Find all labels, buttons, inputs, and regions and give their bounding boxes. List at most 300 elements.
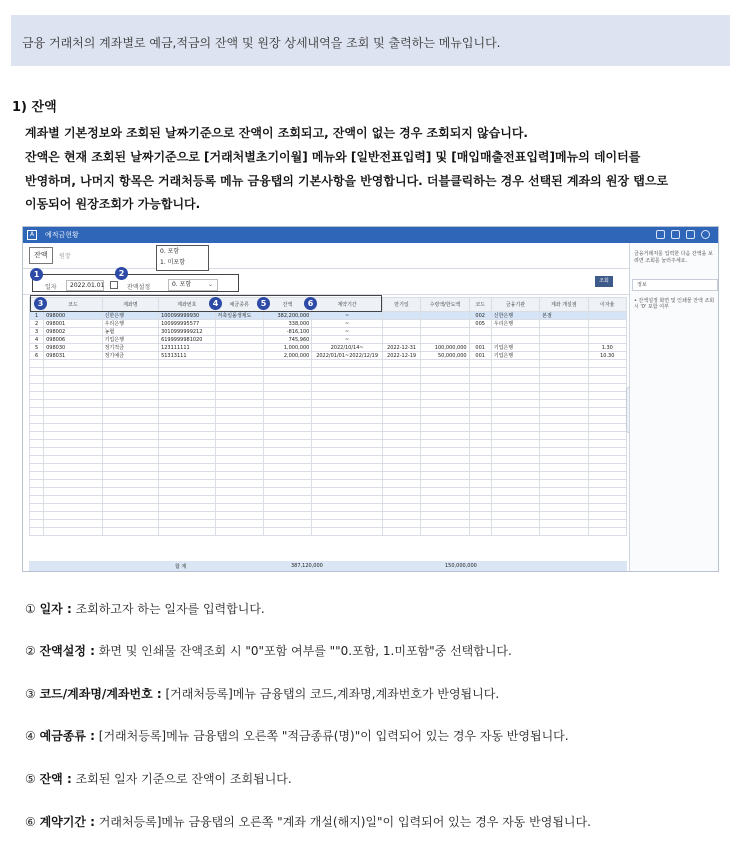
table-cell xyxy=(382,448,420,456)
table-cell: 002 xyxy=(469,312,491,320)
table-cell xyxy=(469,376,491,384)
table-cell xyxy=(421,360,469,368)
table-cell xyxy=(263,512,311,520)
table-cell xyxy=(469,448,491,456)
table-cell xyxy=(540,368,588,376)
table-cell xyxy=(102,432,158,440)
table-cell xyxy=(312,416,383,424)
empty-row xyxy=(30,520,627,528)
table-cell xyxy=(382,360,420,368)
table-cell xyxy=(159,512,215,520)
table-cell xyxy=(382,520,420,528)
table-cell xyxy=(469,456,491,464)
callout-5: 5 xyxy=(257,297,270,310)
delete-icon[interactable] xyxy=(671,230,680,239)
table-cell xyxy=(215,456,263,464)
table-cell xyxy=(159,392,215,400)
intro-banner xyxy=(11,15,730,66)
table-cell xyxy=(491,328,539,336)
table-cell xyxy=(30,464,44,472)
table-cell xyxy=(540,376,588,384)
side-text: • 잔액설정 화면 및 인쇄물 잔액 조회 시 '0' 포함 여부 xyxy=(634,298,715,310)
table-cell xyxy=(382,368,420,376)
table-cell xyxy=(102,416,158,424)
table-cell xyxy=(30,480,44,488)
table-cell xyxy=(30,376,44,384)
table-cell xyxy=(421,392,469,400)
table-cell xyxy=(263,456,311,464)
table-cell xyxy=(382,432,420,440)
table-cell xyxy=(382,528,420,536)
table-cell: 123111111 xyxy=(159,344,215,352)
close-icon[interactable] xyxy=(701,230,710,239)
print-icon[interactable] xyxy=(656,230,665,239)
table-cell xyxy=(102,392,158,400)
table-cell xyxy=(102,440,158,448)
table-cell xyxy=(263,376,311,384)
table-cell xyxy=(382,392,420,400)
table-cell xyxy=(491,504,539,512)
table-cell xyxy=(469,504,491,512)
table-cell xyxy=(540,336,588,344)
table-cell xyxy=(588,336,626,344)
table-cell xyxy=(469,520,491,528)
table-cell xyxy=(215,360,263,368)
table-row[interactable] xyxy=(30,352,627,360)
table-cell: 2022-12-31 xyxy=(382,344,420,352)
table-cell xyxy=(421,480,469,488)
table-cell xyxy=(312,440,383,448)
table-cell xyxy=(159,384,215,392)
table-cell xyxy=(263,392,311,400)
table-cell xyxy=(469,480,491,488)
table-cell xyxy=(382,400,420,408)
table-cell xyxy=(44,384,102,392)
table-cell xyxy=(588,520,626,528)
table-cell xyxy=(44,368,102,376)
table-cell: 1,000,000 xyxy=(263,344,311,352)
column-header[interactable]: 예금종류 xyxy=(215,298,263,312)
paragraph-line: 잔액은 현재 조회된 날짜기준으로 [거래처별초기이월] 메뉴와 [일반전표입력] 및 [매입매출전표입력]메뉴의 데이터를 xyxy=(25,150,641,164)
table-cell xyxy=(263,368,311,376)
date-input[interactable]: 2022.01.01 xyxy=(66,280,104,291)
table-cell xyxy=(159,376,215,384)
list-item: ⑥ 계약기간 : 거래처등록]메뉴 금융탭의 오른쪽 "계좌 개설(해지)일"이 입력되어 있는 경우 자동 반영됩니다. xyxy=(25,815,591,829)
row-index: 2 xyxy=(30,320,44,328)
paragraph-line: 이동되어 원장조회가 가능합니다. xyxy=(25,197,201,211)
column-header[interactable]: 잔액 xyxy=(263,298,311,312)
table-cell xyxy=(215,520,263,528)
table-cell xyxy=(215,528,263,536)
table-cell xyxy=(421,440,469,448)
table-cell xyxy=(491,432,539,440)
table-cell xyxy=(491,336,539,344)
table-cell xyxy=(30,512,44,520)
list-item: ③ 코드/계좌명/계좌번호 : [거래처등록]메뉴 금융탭의 코드,계좌명,계좌번호가 반영됩니다. xyxy=(25,687,500,701)
row-index: 3 xyxy=(30,328,44,336)
table-cell xyxy=(588,312,626,320)
table-cell xyxy=(44,512,102,520)
table-row[interactable] xyxy=(30,344,627,352)
table-cell xyxy=(312,392,383,400)
table-cell xyxy=(102,472,158,480)
table-cell xyxy=(44,392,102,400)
table-cell: 098031 xyxy=(44,352,102,360)
table-cell: 우리은행 xyxy=(102,320,158,328)
table-cell xyxy=(540,528,588,536)
table-cell xyxy=(491,360,539,368)
side-info-header[interactable]: 정보 xyxy=(632,279,718,291)
table-cell: ~ xyxy=(312,320,383,328)
table-cell xyxy=(159,368,215,376)
table-cell xyxy=(421,464,469,472)
table-cell xyxy=(421,488,469,496)
table-cell xyxy=(30,384,44,392)
table-cell xyxy=(540,480,588,488)
table-row[interactable] xyxy=(30,336,627,344)
empty-row xyxy=(30,360,627,368)
table-cell xyxy=(382,504,420,512)
table-row[interactable] xyxy=(30,320,627,328)
table-cell xyxy=(30,520,44,528)
balance-option-dropdown[interactable] xyxy=(156,245,209,271)
table-cell xyxy=(469,528,491,536)
table-cell: 정기예금 xyxy=(102,352,158,360)
table-cell xyxy=(588,320,626,328)
table-cell xyxy=(30,416,44,424)
empty-row xyxy=(30,512,627,520)
table-cell: 50,000,000 xyxy=(421,352,469,360)
table-cell xyxy=(588,456,626,464)
table-cell: 기업은행 xyxy=(102,336,158,344)
table-cell xyxy=(44,416,102,424)
table-cell xyxy=(491,424,539,432)
table-cell xyxy=(382,376,420,384)
list-item: ② 잔액설정 : 화면 및 인쇄물 잔액조회 시 "0"포함 여부를 ""0.포함, 1.미포함"중 선택합니다. xyxy=(25,644,512,658)
table-cell xyxy=(588,424,626,432)
empty-row xyxy=(30,480,627,488)
table-cell xyxy=(540,464,588,472)
table-cell xyxy=(312,528,383,536)
table-cell xyxy=(421,368,469,376)
column-header[interactable]: 계좌명 xyxy=(102,298,158,312)
total-balance: 387,120,000 xyxy=(291,563,323,569)
tab-ledger[interactable]: 원장 xyxy=(59,253,71,260)
table-cell xyxy=(215,320,263,328)
table-cell xyxy=(588,448,626,456)
table-cell xyxy=(30,528,44,536)
table-cell xyxy=(312,464,383,472)
table-cell xyxy=(469,384,491,392)
column-header[interactable]: 금융기관 xyxy=(491,298,539,312)
table-cell xyxy=(44,400,102,408)
empty-row xyxy=(30,432,627,440)
export-icon[interactable] xyxy=(686,230,695,239)
table-cell: 005 xyxy=(469,320,491,328)
column-header[interactable]: 계좌번호 xyxy=(159,298,215,312)
table-cell xyxy=(215,328,263,336)
table-cell xyxy=(312,520,383,528)
table-cell xyxy=(263,408,311,416)
table-cell xyxy=(491,520,539,528)
table-cell xyxy=(263,384,311,392)
table-cell xyxy=(44,408,102,416)
table-cell: 001 xyxy=(469,344,491,352)
table-cell xyxy=(588,368,626,376)
table-cell xyxy=(159,400,215,408)
table-cell xyxy=(469,368,491,376)
table-cell xyxy=(312,408,383,416)
table-cell xyxy=(491,512,539,520)
table-cell xyxy=(382,512,420,520)
table-cell xyxy=(312,488,383,496)
table-cell xyxy=(469,488,491,496)
table-cell xyxy=(312,424,383,432)
table-cell: 098002 xyxy=(44,328,102,336)
table-cell xyxy=(469,416,491,424)
table-cell: 2,000,000 xyxy=(263,352,311,360)
table-cell xyxy=(312,496,383,504)
table-cell xyxy=(102,504,158,512)
table-cell xyxy=(491,368,539,376)
total-amount: 150,000,000 xyxy=(445,563,477,569)
table-cell xyxy=(215,432,263,440)
table-cell xyxy=(491,416,539,424)
table-cell xyxy=(421,504,469,512)
total-label: 합 계 xyxy=(175,564,187,570)
table-cell xyxy=(540,424,588,432)
table-cell xyxy=(312,368,383,376)
table-cell: 신한은행 xyxy=(102,312,158,320)
table-cell xyxy=(588,328,626,336)
table-cell xyxy=(102,520,158,528)
table-cell xyxy=(469,328,491,336)
table-cell xyxy=(588,416,626,424)
table-cell xyxy=(159,432,215,440)
table-cell xyxy=(215,504,263,512)
column-header[interactable]: 코드 xyxy=(469,298,491,312)
table-cell xyxy=(263,528,311,536)
table-row[interactable] xyxy=(30,312,627,320)
table-cell xyxy=(421,416,469,424)
table-cell xyxy=(382,472,420,480)
empty-row xyxy=(30,368,627,376)
empty-row xyxy=(30,496,627,504)
table-cell xyxy=(382,312,420,320)
table-cell xyxy=(382,336,420,344)
table-cell: 10.30 xyxy=(588,352,626,360)
table-cell xyxy=(159,408,215,416)
column-header[interactable]: 계좌 개설점 xyxy=(540,298,588,312)
dropdown-option[interactable]: 1. 미포함 xyxy=(160,259,186,266)
table-cell xyxy=(540,328,588,336)
table-cell xyxy=(312,448,383,456)
table-cell xyxy=(469,408,491,416)
table-cell xyxy=(491,480,539,488)
table-cell: 100,000,000 xyxy=(421,344,469,352)
list-item: ④ 예금종류 : [거래처등록]메뉴 금융탭의 오른쪽 "적금종류(명)"이 입력되어 있는 경우 자동 반영됩니다. xyxy=(25,729,569,743)
table-cell xyxy=(540,448,588,456)
table-cell xyxy=(382,416,420,424)
column-header[interactable]: 코드 xyxy=(44,298,102,312)
empty-row xyxy=(30,408,627,416)
table-cell xyxy=(421,456,469,464)
table-cell xyxy=(540,352,588,360)
table-cell xyxy=(421,528,469,536)
table-cell xyxy=(102,464,158,472)
table-cell xyxy=(263,416,311,424)
table-cell xyxy=(588,528,626,536)
table-cell xyxy=(30,400,44,408)
table-cell xyxy=(159,520,215,528)
table-cell xyxy=(30,424,44,432)
table-cell xyxy=(215,440,263,448)
table-cell xyxy=(44,432,102,440)
dropdown-option[interactable]: 0. 포함 xyxy=(160,248,180,255)
table-cell xyxy=(263,480,311,488)
table-cell xyxy=(263,448,311,456)
table-cell xyxy=(469,472,491,480)
table-cell xyxy=(382,384,420,392)
table-cell xyxy=(312,376,383,384)
table-cell xyxy=(44,480,102,488)
list-item: ① 일자 : 조회하고자 하는 일자를 입력합니다. xyxy=(25,602,265,616)
table-cell xyxy=(540,504,588,512)
table-cell xyxy=(491,488,539,496)
row-index: 4 xyxy=(30,336,44,344)
table-cell: 2022/01/01~2022/12/19 xyxy=(312,352,383,360)
table-cell xyxy=(421,520,469,528)
table-cell xyxy=(312,384,383,392)
table-cell xyxy=(312,512,383,520)
table-cell xyxy=(540,416,588,424)
table-cell xyxy=(421,320,469,328)
calendar-icon[interactable] xyxy=(110,281,118,289)
table-cell xyxy=(540,320,588,328)
table-cell xyxy=(588,392,626,400)
table-cell xyxy=(263,432,311,440)
table-cell xyxy=(44,440,102,448)
table-cell xyxy=(588,384,626,392)
table-cell xyxy=(102,400,158,408)
table-cell: 382,200,000 xyxy=(263,312,311,320)
column-header[interactable]: 계약기간 xyxy=(312,298,383,312)
table-cell: 001 xyxy=(469,352,491,360)
table-cell: 본점 xyxy=(540,312,588,320)
table-cell xyxy=(491,472,539,480)
table-cell xyxy=(159,480,215,488)
table-cell xyxy=(102,368,158,376)
table-cell xyxy=(382,440,420,448)
table-cell xyxy=(215,352,263,360)
table-cell xyxy=(215,472,263,480)
total-row xyxy=(29,561,627,571)
table-cell xyxy=(263,496,311,504)
list-item: ⑤ 잔액 : 조회된 일자 기준으로 잔액이 조회됩니다. xyxy=(25,772,292,786)
column-header[interactable]: 이자율 xyxy=(588,298,626,312)
empty-row xyxy=(30,448,627,456)
table-cell xyxy=(491,408,539,416)
table-cell xyxy=(30,408,44,416)
table-cell xyxy=(30,472,44,480)
table-cell xyxy=(312,472,383,480)
empty-row xyxy=(30,416,627,424)
row-index: 5 xyxy=(30,344,44,352)
search-button[interactable]: 조회 xyxy=(595,276,613,287)
table-cell xyxy=(159,456,215,464)
table-cell xyxy=(44,496,102,504)
table-cell xyxy=(588,432,626,440)
table-cell xyxy=(421,408,469,416)
table-cell xyxy=(421,312,469,320)
table-row[interactable] xyxy=(30,328,627,336)
empty-row xyxy=(30,488,627,496)
table-cell xyxy=(312,504,383,512)
callout-1: 1 xyxy=(30,268,43,281)
table-cell xyxy=(421,512,469,520)
table-cell xyxy=(540,392,588,400)
table-cell xyxy=(491,464,539,472)
table-cell xyxy=(469,464,491,472)
table-cell xyxy=(312,432,383,440)
tab-bar xyxy=(23,243,629,269)
table-cell xyxy=(159,496,215,504)
column-header[interactable]: 수령액/한도액 xyxy=(421,298,469,312)
balance-setting-select[interactable] xyxy=(168,279,218,291)
table-cell xyxy=(44,424,102,432)
table-cell xyxy=(540,512,588,520)
table-cell xyxy=(382,328,420,336)
table-cell xyxy=(102,408,158,416)
window-titlebar xyxy=(23,227,718,243)
table-cell xyxy=(588,360,626,368)
table-cell: 기업은행 xyxy=(491,344,539,352)
table-cell xyxy=(588,512,626,520)
column-header[interactable]: 만기일 xyxy=(382,298,420,312)
table-cell xyxy=(30,456,44,464)
table-cell xyxy=(382,480,420,488)
table-cell xyxy=(588,480,626,488)
table-cell xyxy=(215,384,263,392)
table-cell: 098000 xyxy=(44,312,102,320)
table-cell xyxy=(159,472,215,480)
table-cell xyxy=(44,528,102,536)
table-cell xyxy=(382,456,420,464)
table-cell xyxy=(588,464,626,472)
table-cell xyxy=(588,504,626,512)
table-cell xyxy=(312,360,383,368)
table-cell xyxy=(421,496,469,504)
table-cell: 저축일몰생제도 xyxy=(215,312,263,320)
table-cell xyxy=(588,408,626,416)
table-cell xyxy=(44,456,102,464)
table-cell xyxy=(469,400,491,408)
callout-2: 2 xyxy=(115,267,128,280)
table-cell xyxy=(215,464,263,472)
table-cell xyxy=(102,384,158,392)
tab-balance[interactable]: 잔액 xyxy=(29,247,53,264)
table-cell xyxy=(215,480,263,488)
table-cell xyxy=(215,368,263,376)
table-cell xyxy=(491,448,539,456)
table-cell xyxy=(588,376,626,384)
table-cell: -816,100 xyxy=(263,328,311,336)
table-cell xyxy=(421,400,469,408)
table-cell xyxy=(102,528,158,536)
table-cell: 100099999930 xyxy=(159,312,215,320)
window-title: 예적금현황 xyxy=(45,231,79,239)
table-cell xyxy=(469,424,491,432)
